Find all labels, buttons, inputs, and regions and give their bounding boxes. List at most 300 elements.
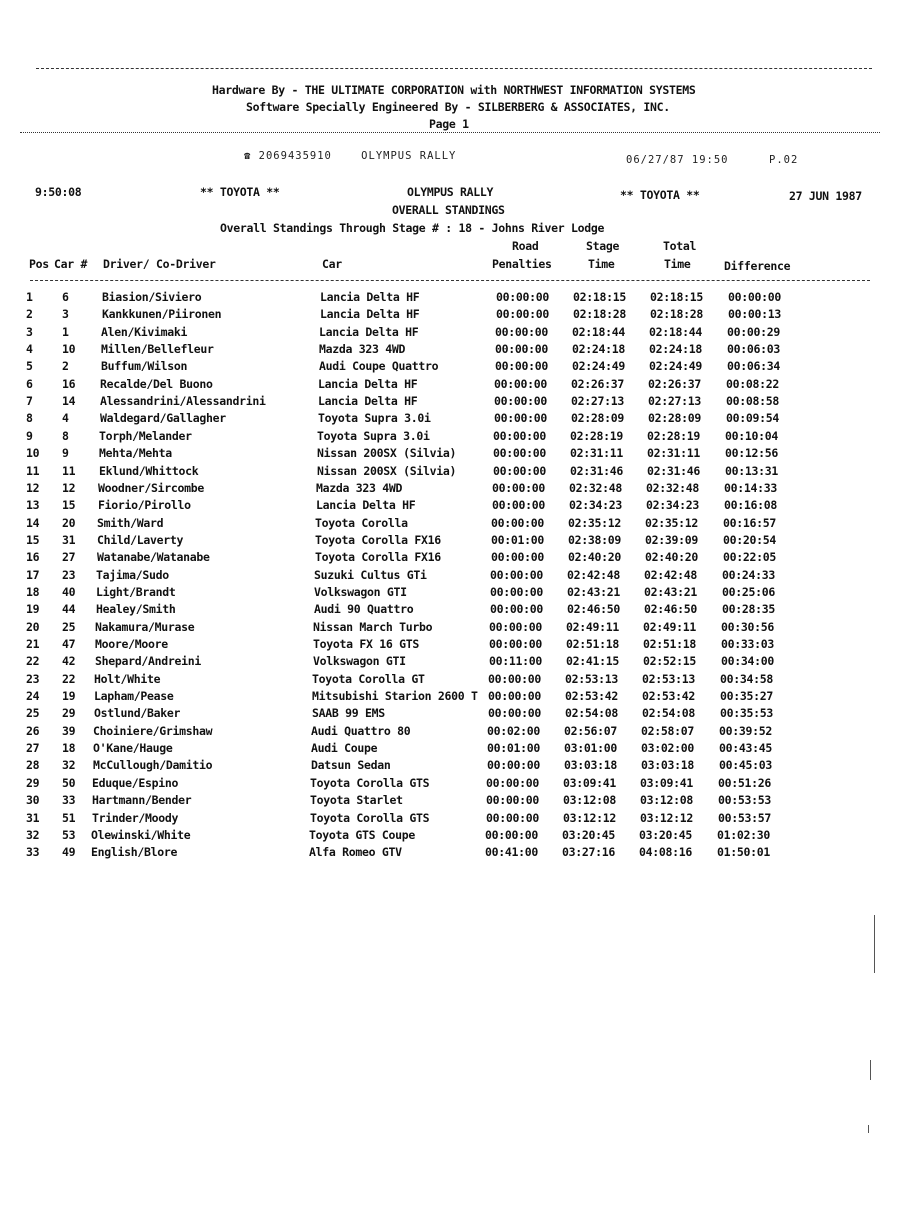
software-credit: Software Specially Engineered By - SILBERBERG & ASSOCIATES, INC.	[246, 100, 670, 114]
row-stage-time: 02:53:13	[565, 671, 618, 686]
col-pos: Pos	[29, 257, 49, 271]
row-car-model: Audi Coupe Quattro	[319, 359, 439, 374]
row-difference: 00:34:00	[721, 654, 774, 669]
table-row	[0, 741, 900, 758]
row-driver: Child/Laverty	[97, 532, 184, 547]
col-stage-top: Stage	[586, 239, 620, 253]
row-driver: Eduque/Espino	[92, 775, 179, 790]
row-driver: Shepard/Andreini	[95, 654, 201, 669]
row-difference: 00:24:33	[722, 567, 775, 582]
row-car-number: 49	[62, 845, 76, 860]
row-difference: 00:28:35	[722, 602, 775, 617]
row-total-time: 03:03:18	[641, 758, 694, 773]
row-stage-time: 02:51:18	[566, 637, 619, 651]
row-stage-time: 02:28:09	[571, 411, 624, 426]
row-car-number: 50	[62, 775, 76, 790]
report-date: 27 JUN 1987	[789, 189, 862, 203]
row-car-number: 29	[62, 706, 76, 721]
row-difference: 00:53:57	[718, 810, 771, 825]
row-driver: Ostlund/Baker	[94, 706, 181, 721]
row-car-model: Volkswagon GTI	[313, 654, 406, 669]
scan-mark	[868, 1125, 869, 1133]
table-row	[0, 845, 900, 862]
row-car-model: Lancia Delta HF	[319, 324, 419, 339]
row-stage-time: 02:24:18	[572, 342, 625, 357]
row-car-model: Toyota Corolla	[315, 515, 408, 530]
row-driver: Kankkunen/Piironen	[102, 307, 222, 322]
row-driver: Light/Brandt	[96, 584, 176, 599]
hardware-credit: Hardware By - THE ULTIMATE CORPORATION with NORTHWEST INFORMATION SYSTEMS	[212, 83, 696, 97]
row-stage-time: 02:18:28	[573, 307, 626, 322]
row-total-time: 02:53:42	[642, 689, 695, 704]
row-total-time: 02:18:15	[650, 290, 703, 304]
row-total-time: 02:31:46	[647, 463, 700, 478]
header-divider	[20, 132, 880, 133]
row-road-penalties: 00:00:00	[488, 689, 541, 704]
row-difference: 00:00:29	[727, 324, 780, 339]
row-position: 9	[26, 428, 33, 443]
row-road-penalties: 00:00:00	[495, 359, 548, 374]
row-road-penalties: 00:00:00	[485, 827, 538, 842]
top-divider	[36, 68, 872, 69]
row-road-penalties: 00:01:00	[491, 532, 544, 547]
row-car-number: 4	[62, 411, 69, 426]
row-driver: Nakamura/Murase	[95, 619, 195, 634]
row-position: 8	[26, 411, 33, 426]
row-difference: 00:06:03	[727, 342, 780, 357]
row-car-model: Audi Quattro 80	[311, 723, 411, 738]
row-driver: Olewinski/White	[91, 827, 191, 842]
row-car-model: Mazda 323 4WD	[319, 342, 406, 357]
row-difference: 00:08:22	[726, 376, 779, 391]
row-stage-time: 03:01:00	[564, 741, 617, 756]
row-road-penalties: 00:00:00	[490, 602, 543, 617]
row-car-model: Nissan 200SX (Silvia)	[317, 446, 457, 461]
row-driver: Alessandrini/Alessandrini	[100, 394, 266, 409]
row-road-penalties: 00:00:00	[490, 567, 543, 582]
table-row	[0, 776, 900, 793]
col-road-penalties: Penalties	[492, 257, 552, 271]
row-position: 21	[26, 637, 40, 651]
row-stage-time: 02:32:48	[569, 480, 622, 495]
report-subtitle: OVERALL STANDINGS	[392, 203, 505, 217]
row-difference: 01:02:30	[717, 827, 770, 842]
row-difference: 00:00:13	[728, 307, 781, 322]
table-row	[0, 516, 900, 533]
row-driver: English/Blore	[91, 845, 178, 860]
row-car-number: 10	[62, 342, 76, 357]
row-difference: 00:51:26	[718, 775, 771, 790]
table-row	[0, 585, 900, 602]
row-car-number: 20	[62, 515, 76, 530]
row-stage-time: 02:42:48	[567, 567, 620, 582]
row-car-model: Volkswagon GTI	[314, 584, 407, 599]
row-stage-time: 02:34:23	[569, 498, 622, 513]
row-stage-time: 02:27:13	[571, 394, 624, 409]
row-position: 27	[26, 741, 40, 756]
row-total-time: 03:12:12	[640, 810, 693, 825]
row-total-time: 02:24:18	[649, 342, 702, 357]
table-row	[0, 359, 900, 376]
table-row	[0, 533, 900, 550]
table-row	[0, 464, 900, 481]
row-stage-time: 02:49:11	[566, 619, 619, 634]
row-stage-time: 02:43:21	[567, 584, 620, 599]
row-stage-time: 02:31:46	[570, 463, 623, 478]
row-position: 32	[26, 827, 40, 842]
row-total-time: 02:27:13	[648, 394, 701, 409]
row-car-number: 23	[62, 567, 76, 582]
sponsor-right: ** TOYOTA **	[620, 188, 700, 202]
row-road-penalties: 00:02:00	[487, 723, 540, 738]
row-driver: Recalde/Del Buono	[100, 376, 213, 391]
row-road-penalties: 00:00:00	[491, 550, 544, 565]
col-road-top: Road	[512, 239, 539, 253]
row-total-time: 02:58:07	[641, 723, 694, 738]
table-row	[0, 342, 900, 359]
table-row	[0, 637, 900, 654]
table-row	[0, 620, 900, 637]
row-car-number: 47	[62, 637, 76, 651]
row-position: 7	[26, 394, 33, 409]
row-difference: 00:16:57	[723, 515, 776, 530]
table-row	[0, 550, 900, 567]
row-driver: McCullough/Damitio	[93, 758, 213, 773]
row-car-number: 16	[62, 376, 76, 391]
row-total-time: 02:51:18	[643, 637, 696, 651]
row-total-time: 02:39:09	[645, 532, 698, 547]
row-car-model: Lancia Delta HF	[320, 290, 420, 304]
col-car-model: Car	[322, 257, 342, 271]
row-car-model: Toyota Corolla GT	[312, 671, 425, 686]
row-stage-time: 03:09:41	[563, 775, 616, 790]
row-difference: 00:22:05	[723, 550, 776, 565]
row-stage-time: 02:54:08	[565, 706, 618, 721]
row-stage-time: 03:12:12	[563, 810, 616, 825]
row-road-penalties: 00:00:00	[489, 637, 542, 651]
event-name: OLYMPUS RALLY	[407, 185, 494, 199]
row-total-time: 03:09:41	[640, 775, 693, 790]
row-driver: Biasion/Siviero	[102, 290, 202, 304]
table-row	[0, 377, 900, 394]
row-position: 16	[26, 550, 40, 565]
report-time: 9:50:08	[35, 185, 82, 199]
stage-line: Overall Standings Through Stage # : 18 - Johns River Lodge	[220, 221, 605, 235]
row-driver: Holt/White	[94, 671, 161, 686]
row-car-number: 27	[62, 550, 76, 565]
row-car-model: Toyota Corolla FX16	[315, 550, 441, 565]
row-road-penalties: 00:00:00	[496, 307, 549, 322]
row-difference: 00:09:54	[726, 411, 779, 426]
row-stage-time: 02:31:11	[570, 446, 623, 461]
row-car-number: 1	[62, 324, 69, 339]
row-total-time: 02:52:15	[643, 654, 696, 669]
row-total-time: 02:18:44	[649, 324, 702, 339]
row-road-penalties: 00:00:00	[494, 376, 547, 391]
row-car-model: Audi Coupe	[311, 741, 378, 756]
table-row	[0, 498, 900, 515]
row-position: 29	[26, 775, 40, 790]
row-driver: Hartmann/Bender	[92, 793, 192, 808]
row-position: 5	[26, 359, 33, 374]
row-car-model: Mitsubishi Starion 2600 T	[312, 689, 478, 704]
row-stage-time: 02:46:50	[567, 602, 620, 617]
row-car-model: Alfa Romeo GTV	[309, 845, 402, 860]
row-car-number: 3	[62, 307, 69, 322]
row-difference: 00:00:00	[728, 290, 781, 304]
row-difference: 00:35:27	[720, 689, 773, 704]
row-driver: Millen/Bellefleur	[101, 342, 214, 357]
row-total-time: 02:18:28	[650, 307, 703, 322]
row-car-number: 22	[62, 671, 76, 686]
row-car-number: 31	[62, 532, 76, 547]
row-driver: Choiniere/Grimshaw	[93, 723, 213, 738]
row-road-penalties: 00:00:00	[493, 463, 546, 478]
row-stage-time: 02:53:42	[565, 689, 618, 704]
row-road-penalties: 00:00:00	[495, 324, 548, 339]
row-stage-time: 02:38:09	[568, 532, 621, 547]
col-difference: Difference	[724, 259, 791, 273]
row-driver: Smith/Ward	[97, 515, 164, 530]
row-difference: 00:12:56	[725, 446, 778, 461]
row-difference: 00:06:34	[727, 359, 780, 374]
row-driver: Healey/Smith	[96, 602, 176, 617]
row-total-time: 02:49:11	[643, 619, 696, 634]
row-position: 19	[26, 602, 40, 617]
row-stage-time: 02:26:37	[571, 376, 624, 391]
table-row	[0, 290, 900, 307]
fax-sender: OLYMPUS RALLY	[361, 150, 457, 162]
row-position: 28	[26, 758, 40, 773]
fax-datetime: 06/27/87 19:50	[626, 154, 729, 166]
row-stage-time: 02:41:15	[566, 654, 619, 669]
row-total-time: 02:28:19	[647, 428, 700, 443]
page-number: Page 1	[429, 117, 469, 131]
row-difference: 00:13:31	[725, 463, 778, 478]
table-row	[0, 429, 900, 446]
row-total-time: 02:24:49	[649, 359, 702, 374]
row-position: 6	[26, 376, 33, 391]
row-road-penalties: 00:00:00	[494, 411, 547, 426]
row-car-model: Lancia Delta HF	[318, 376, 418, 391]
row-car-model: Lancia Delta HF	[318, 394, 418, 409]
row-road-penalties: 00:01:00	[487, 741, 540, 756]
row-road-penalties: 00:00:00	[491, 515, 544, 530]
row-driver: Watanabe/Watanabe	[97, 550, 210, 565]
row-car-number: 9	[62, 446, 69, 461]
table-row	[0, 568, 900, 585]
row-road-penalties: 00:00:00	[492, 498, 545, 513]
row-driver: Eklund/Whittock	[99, 463, 199, 478]
row-stage-time: 03:12:08	[563, 793, 616, 808]
row-stage-time: 02:35:12	[568, 515, 621, 530]
table-row	[0, 446, 900, 463]
table-row	[0, 654, 900, 671]
row-car-number: 14	[62, 394, 76, 409]
row-car-number: 44	[62, 602, 76, 617]
row-position: 22	[26, 654, 40, 669]
row-car-model: Nissan March Turbo	[313, 619, 433, 634]
row-stage-time: 02:40:20	[568, 550, 621, 565]
row-road-penalties: 00:00:00	[486, 793, 539, 808]
row-difference: 00:34:58	[720, 671, 773, 686]
row-difference: 01:50:01	[717, 845, 770, 860]
row-total-time: 02:34:23	[646, 498, 699, 513]
row-stage-time: 03:27:16	[562, 845, 615, 860]
row-road-penalties: 00:00:00	[486, 810, 539, 825]
row-difference: 00:30:56	[721, 619, 774, 634]
table-row	[0, 394, 900, 411]
row-difference: 00:20:54	[723, 532, 776, 547]
row-stage-time: 02:24:49	[572, 359, 625, 374]
scan-mark	[874, 915, 875, 973]
row-road-penalties: 00:00:00	[496, 290, 549, 304]
row-driver: Trinder/Moody	[92, 810, 179, 825]
row-position: 26	[26, 723, 40, 738]
row-car-number: 53	[62, 827, 76, 842]
row-total-time: 02:53:13	[642, 671, 695, 686]
row-total-time: 04:08:16	[639, 845, 692, 860]
table-row	[0, 602, 900, 619]
row-difference: 00:43:45	[719, 741, 772, 756]
row-car-model: Toyota Corolla GTS	[310, 810, 430, 825]
row-driver: Torph/Melander	[99, 428, 192, 443]
row-position: 20	[26, 619, 40, 634]
row-total-time: 03:12:08	[640, 793, 693, 808]
row-car-number: 19	[62, 689, 76, 704]
row-driver: Mehta/Mehta	[99, 446, 172, 461]
row-car-number: 11	[62, 463, 76, 478]
row-difference: 00:08:58	[726, 394, 779, 409]
row-stage-time: 02:18:44	[572, 324, 625, 339]
sponsor-left: ** TOYOTA **	[200, 185, 280, 199]
row-road-penalties: 00:41:00	[485, 845, 538, 860]
row-position: 12	[26, 480, 40, 495]
table-row	[0, 325, 900, 342]
row-difference: 00:39:52	[719, 723, 772, 738]
row-total-time: 02:43:21	[644, 584, 697, 599]
table-row	[0, 706, 900, 723]
row-total-time: 02:35:12	[645, 515, 698, 530]
row-position: 4	[26, 342, 33, 357]
table-row	[0, 481, 900, 498]
row-car-number: 2	[62, 359, 69, 374]
row-driver: O'Kane/Hauge	[93, 741, 173, 756]
row-position: 18	[26, 584, 40, 599]
table-row	[0, 793, 900, 810]
row-driver: Tajima/Sudo	[96, 567, 169, 582]
row-stage-time: 02:18:15	[573, 290, 626, 304]
row-car-model: Lancia Delta HF	[316, 498, 416, 513]
row-car-number: 6	[62, 290, 69, 304]
row-stage-time: 03:20:45	[562, 827, 615, 842]
row-car-number: 42	[62, 654, 76, 669]
col-driver: Driver/ Co-Driver	[103, 257, 216, 271]
row-driver: Alen/Kivimaki	[101, 324, 188, 339]
row-position: 25	[26, 706, 40, 721]
fax-number: 2069435910	[258, 150, 332, 162]
row-position: 10	[26, 446, 40, 461]
row-total-time: 02:42:48	[644, 567, 697, 582]
row-car-number: 32	[62, 758, 76, 773]
row-car-number: 15	[62, 498, 76, 513]
row-position: 13	[26, 498, 40, 513]
table-row	[0, 307, 900, 324]
row-total-time: 02:54:08	[642, 706, 695, 721]
row-road-penalties: 00:00:00	[487, 758, 540, 773]
row-car-number: 33	[62, 793, 76, 808]
row-position: 14	[26, 515, 40, 530]
row-car-number: 18	[62, 741, 76, 756]
row-total-time: 02:26:37	[648, 376, 701, 391]
row-position: 30	[26, 793, 40, 808]
row-car-number: 12	[62, 480, 76, 495]
row-road-penalties: 00:00:00	[488, 671, 541, 686]
row-car-number: 51	[62, 810, 76, 825]
row-driver: Woodner/Sircombe	[98, 480, 204, 495]
row-car-number: 39	[62, 723, 76, 738]
col-total-top: Total	[663, 239, 697, 253]
row-car-model: Toyota Starlet	[310, 793, 403, 808]
table-row	[0, 758, 900, 775]
row-position: 17	[26, 567, 40, 582]
row-position: 24	[26, 689, 40, 704]
row-stage-time: 02:28:19	[570, 428, 623, 443]
row-position: 3	[26, 324, 33, 339]
row-road-penalties: 00:00:00	[493, 446, 546, 461]
row-road-penalties: 00:00:00	[495, 342, 548, 357]
scan-mark	[870, 1060, 871, 1080]
row-total-time: 02:28:09	[648, 411, 701, 426]
row-total-time: 03:20:45	[639, 827, 692, 842]
row-position: 15	[26, 532, 40, 547]
row-car-model: Mazda 323 4WD	[316, 480, 403, 495]
table-header-divider	[30, 280, 870, 281]
table-row	[0, 411, 900, 428]
fax-page: P.02	[769, 154, 799, 166]
row-driver: Moore/Moore	[95, 637, 168, 651]
row-road-penalties: 00:00:00	[490, 584, 543, 599]
row-position: 33	[26, 845, 40, 860]
row-position: 31	[26, 810, 40, 825]
row-car-model: Toyota FX 16 GTS	[313, 637, 419, 651]
row-road-penalties: 00:00:00	[489, 619, 542, 634]
row-car-number: 25	[62, 619, 76, 634]
row-road-penalties: 00:11:00	[489, 654, 542, 669]
row-car-model: Audi 90 Quattro	[314, 602, 414, 617]
row-car-model: Toyota Supra 3.0i	[317, 428, 430, 443]
table-row	[0, 724, 900, 741]
row-difference: 00:14:33	[724, 480, 777, 495]
row-car-number: 8	[62, 428, 69, 443]
table-row	[0, 672, 900, 689]
col-stage-time: Time	[588, 257, 615, 271]
row-road-penalties: 00:00:00	[493, 428, 546, 443]
row-difference: 00:35:53	[720, 706, 773, 721]
row-position: 11	[26, 463, 40, 478]
row-position: 23	[26, 671, 40, 686]
row-total-time: 02:46:50	[644, 602, 697, 617]
row-car-model: SAAB 99 EMS	[312, 706, 385, 721]
row-car-model: Toyota Supra 3.0i	[318, 411, 431, 426]
row-car-model: Suzuki Cultus GTi	[314, 567, 427, 582]
col-car-number: Car #	[54, 257, 88, 271]
table-row	[0, 811, 900, 828]
row-road-penalties: 00:00:00	[488, 706, 541, 721]
row-car-model: Lancia Delta HF	[320, 307, 420, 322]
row-road-penalties: 00:00:00	[492, 480, 545, 495]
row-difference: 00:16:08	[724, 498, 777, 513]
